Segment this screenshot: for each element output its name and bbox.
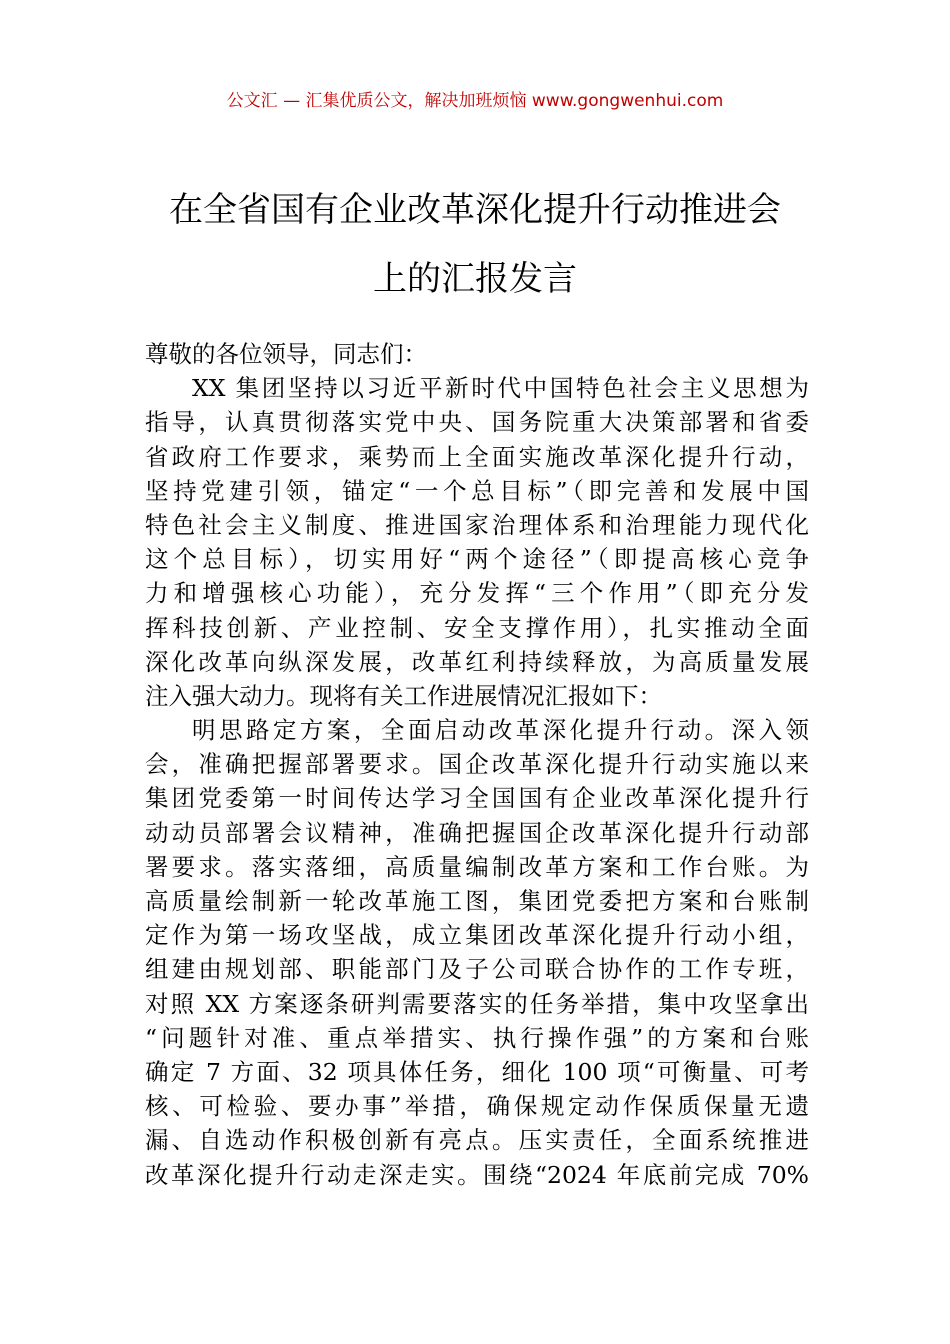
paragraph-2-line: 核、可检验、要办事”举措，确保规定动作保质保量无遗	[145, 1092, 809, 1121]
paragraph-2-line: 动动员部署会议精神，准确把握国企改革深化提升行动部	[145, 818, 809, 847]
paragraph-1-line: XX 集团坚持以习近平新时代中国特色社会主义思想为	[192, 374, 809, 403]
paragraph-2-line: 确定 7 方面、32 项具体任务，细化 100 项“可衡量、可考	[145, 1057, 809, 1086]
paragraph-2-line: 高质量绘制新一轮改革施工图，集团党委把方案和台账制	[145, 887, 809, 915]
paragraph-1-line: 挥科技创新、产业控制、安全支撑作用），扎实推动全面	[145, 613, 809, 642]
title-line-1: 在全省国有企业改革深化提升行动推进会	[169, 190, 781, 230]
paragraph-1-line: 省政府工作要求，乘势而上全面实施改革深化提升行动，	[145, 442, 809, 471]
paragraph-1-line: 坚持党建引领，锚定“一个总目标”（即完善和发展中国	[145, 476, 809, 505]
document-body	[145, 337, 809, 1192]
paragraph-2-line: 漏、自选动作积极创新有亮点。压实责任，全面系统推进	[145, 1126, 809, 1155]
paragraph-2-line: 署要求。落实落细，高质量编制改革方案和工作台账。为	[145, 852, 809, 881]
paragraph-1-line: 注入强大动力。现将有关工作进展情况汇报如下：	[145, 681, 662, 710]
paragraph-2-line: 组建由规划部、职能部门及子公司联合协作的工作专班，	[145, 955, 809, 984]
paragraph-2-line: 定作为第一场攻坚战，成立集团改革深化提升行动小组，	[145, 921, 809, 950]
paragraph-1-line: 特色社会主义制度、推进国家治理体系和治理能力现代化	[145, 510, 809, 539]
paragraph-2-line: “问题针对准、重点举措实、执行操作强”的方案和台账	[145, 1023, 809, 1052]
paragraph-2-line: 集团党委第一时间传达学习全国国有企业改革深化提升行	[145, 784, 809, 813]
header-watermark-note: 公文汇 — 汇集优质公文，解决加班烦恼 www.gongwenhui.com	[226, 91, 724, 111]
paragraph-2-line: 会，准确把握部署要求。国企改革深化提升行动实施以来	[145, 750, 809, 779]
paragraph-2-line: 改革深化提升行动走深走实。围绕“2024 年底前完成 70%	[145, 1160, 809, 1189]
paragraph-1-line: 这个总目标），切实用好“两个途径”（即提高核心竞争	[145, 545, 809, 574]
paragraph-1-line: 深化改革向纵深发展，改革红利持续释放，为高质量发展	[145, 647, 809, 676]
title-line-2: 上的汇报发言	[373, 259, 577, 299]
paragraph-1-line: 力和增强核心功能），充分发挥“三个作用”（即充分发	[145, 579, 809, 608]
paragraph-2-line: 对照 XX 方案逐条研判需要落实的任务举措，集中攻坚拿出	[145, 989, 809, 1018]
salutation: 尊敬的各位领导，同志们：	[145, 340, 427, 368]
paragraph-1-line: 指导，认真贯彻落实党中央、国务院重大决策部署和省委	[145, 408, 809, 437]
document-title	[120, 176, 830, 314]
paragraph-2-line: 明思路定方案，全面启动改革深化提升行动。深入领	[192, 716, 809, 745]
